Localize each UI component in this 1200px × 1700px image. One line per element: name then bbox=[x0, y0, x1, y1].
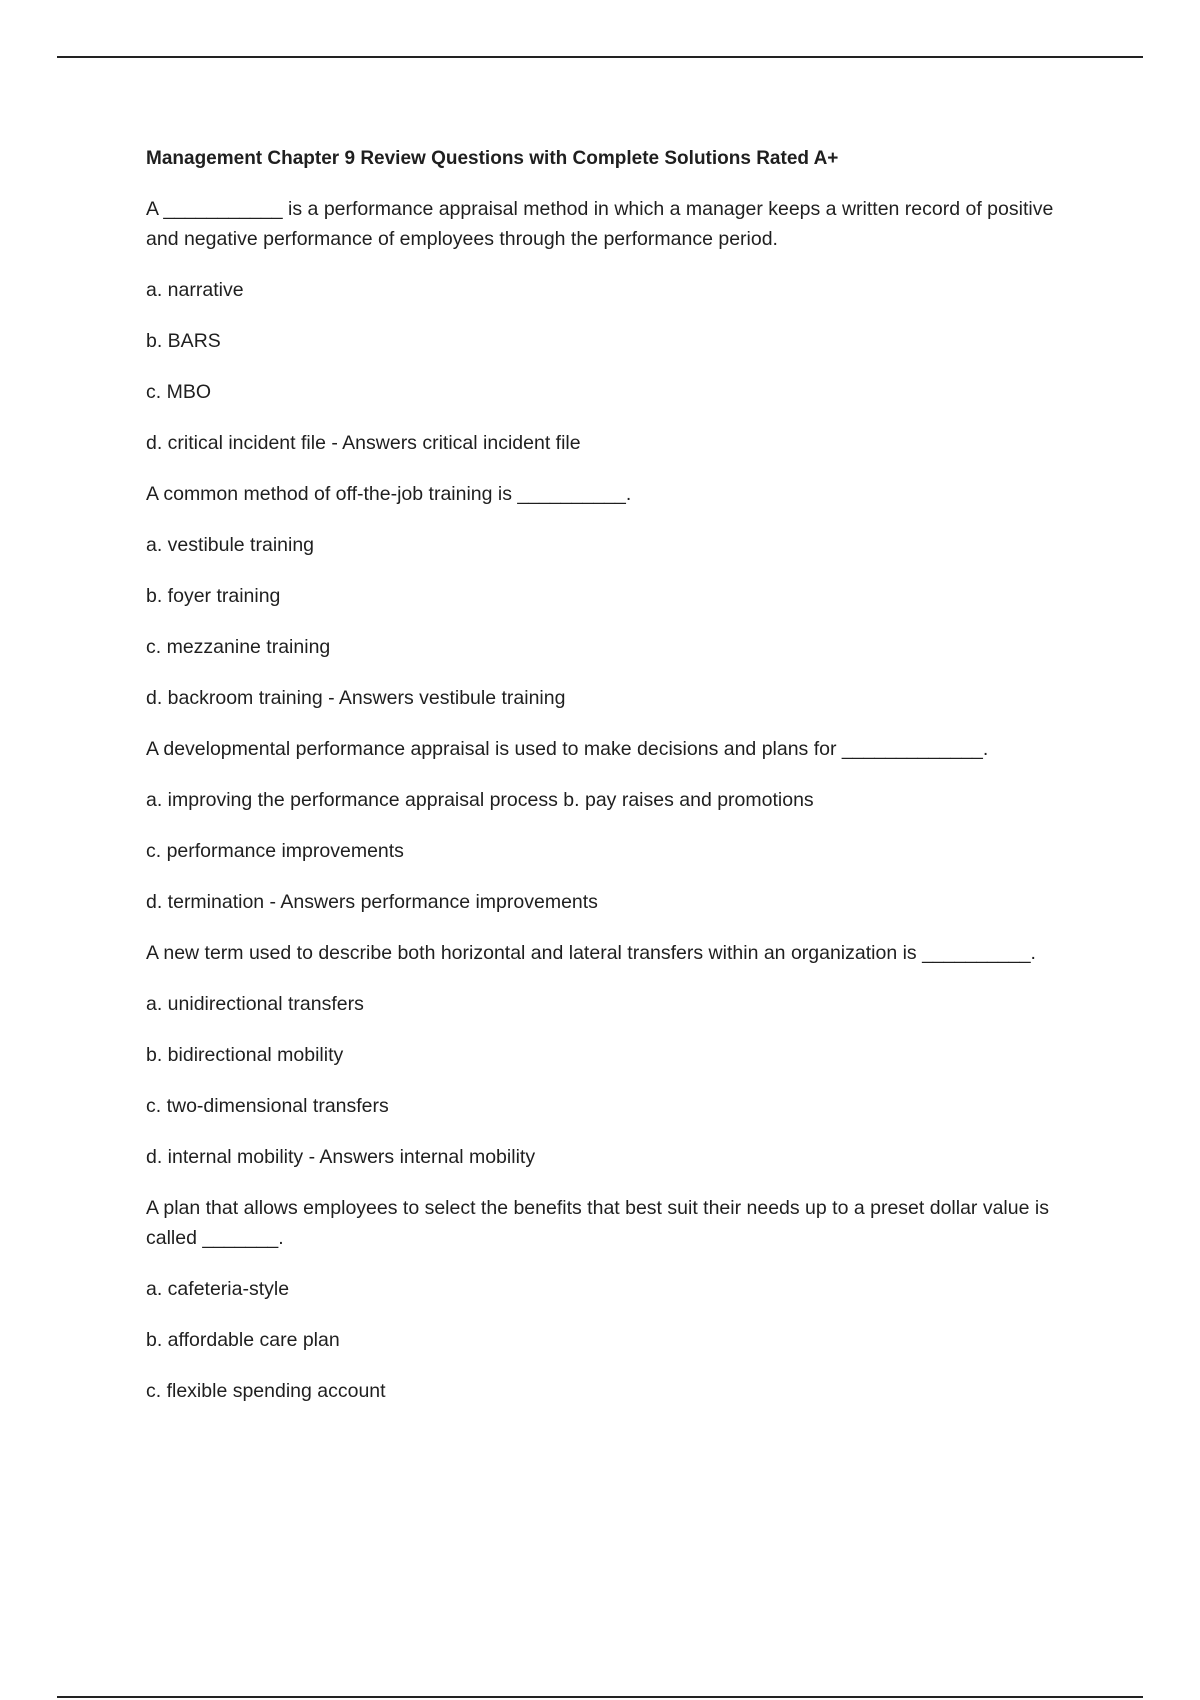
document-title: Management Chapter 9 Review Questions with Complete Solutions Rated A+ bbox=[146, 148, 839, 169]
answer-option: b. BARS bbox=[146, 330, 221, 352]
question-list bbox=[146, 194, 1076, 1406]
question-text: A plan that allows employees to select the benefits that best suit their needs up to a preset dollar value is called _______. bbox=[146, 1197, 1049, 1249]
question-block bbox=[146, 479, 1076, 713]
answer-option: a. unidirectional transfers bbox=[146, 993, 364, 1015]
bottom-rule bbox=[57, 1696, 1143, 1698]
answer-option: b. foyer training bbox=[146, 585, 281, 607]
answer-option: c. MBO bbox=[146, 381, 212, 403]
answer-option: a. narrative bbox=[146, 279, 244, 301]
answer-option: c. mezzanine training bbox=[146, 636, 331, 658]
question-text: A common method of off-the-job training is __________. bbox=[146, 483, 632, 505]
question-text: A new term used to describe both horizontal and lateral transfers within an organization is __________. bbox=[146, 942, 1036, 964]
question-block bbox=[146, 1193, 1076, 1406]
answer-option: a. improving the performance appraisal process b. pay raises and promotions bbox=[146, 789, 814, 811]
answer-option: d. critical incident file - Answers critical incident file bbox=[146, 432, 581, 454]
answer-option: c. two-dimensional transfers bbox=[146, 1095, 389, 1117]
answer-option: d. backroom training - Answers vestibule training bbox=[146, 687, 566, 709]
answer-option: b. affordable care plan bbox=[146, 1329, 340, 1351]
answer-option: b. bidirectional mobility bbox=[146, 1044, 344, 1066]
answer-option: c. performance improvements bbox=[146, 840, 404, 862]
question-block bbox=[146, 734, 1076, 917]
top-rule bbox=[57, 56, 1143, 58]
document-body bbox=[146, 146, 1076, 1427]
answer-option: d. internal mobility - Answers internal mobility bbox=[146, 1146, 536, 1168]
answer-option: a. cafeteria-style bbox=[146, 1278, 290, 1300]
question-text: A developmental performance appraisal is used to make decisions and plans for _____________. bbox=[146, 738, 989, 760]
question-block bbox=[146, 194, 1076, 458]
answer-option: a. vestibule training bbox=[146, 534, 315, 556]
answer-option: d. termination - Answers performance improvements bbox=[146, 891, 598, 913]
question-text: A ___________ is a performance appraisal method in which a manager keeps a written record of positive and negative performance of employees through the performance period. bbox=[146, 198, 1054, 250]
question-block bbox=[146, 938, 1076, 1172]
answer-option: c. flexible spending account bbox=[146, 1380, 386, 1402]
